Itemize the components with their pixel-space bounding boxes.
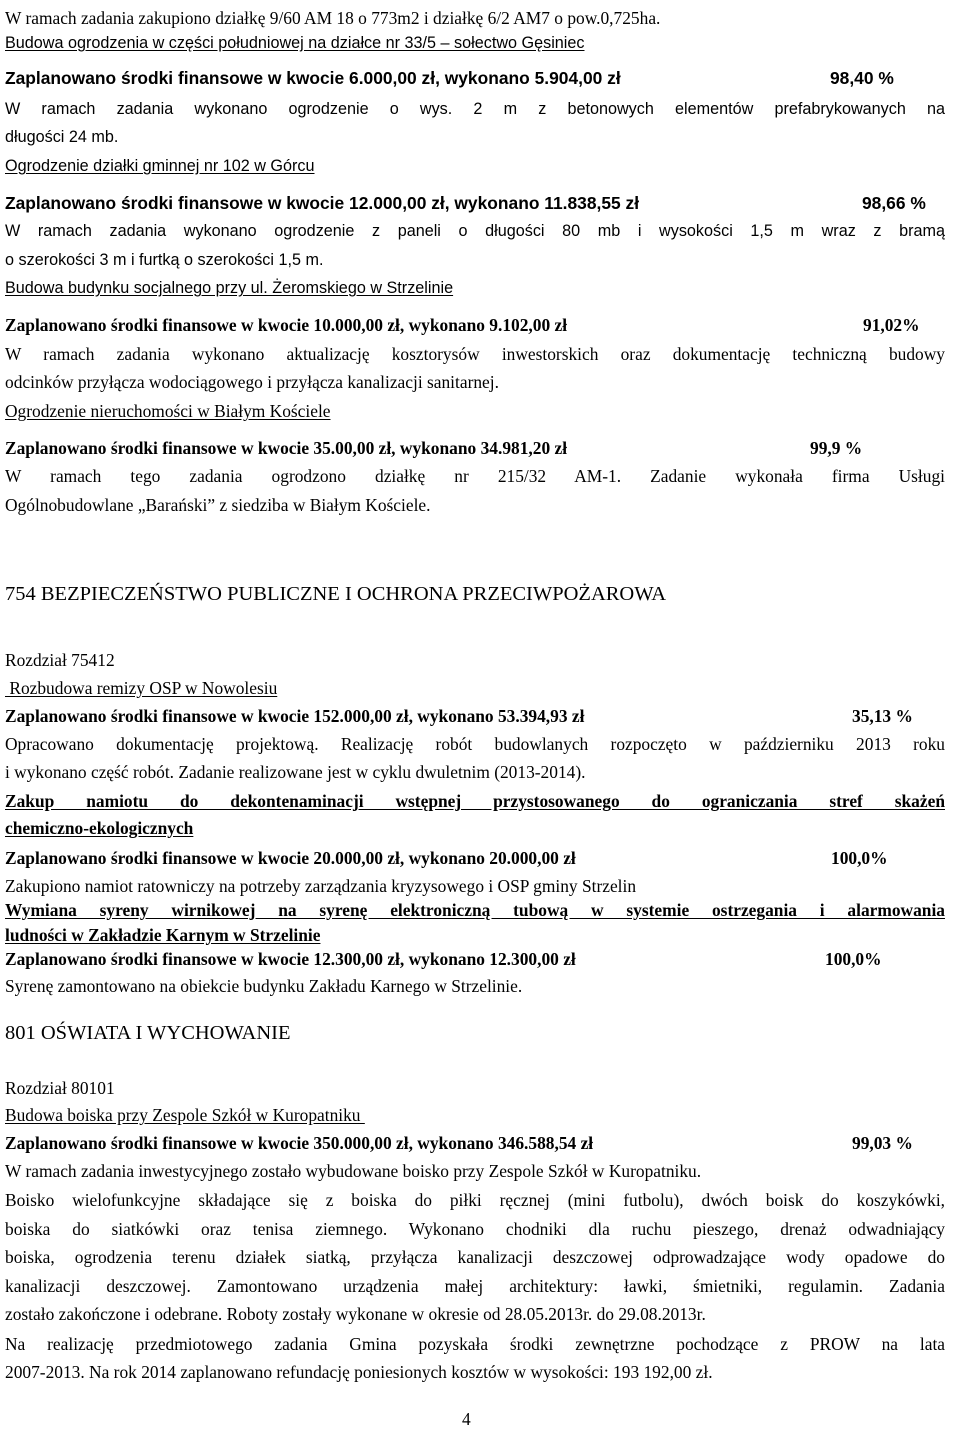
percent-value: 98,40 % (830, 68, 894, 88)
percent-value: 98,66 % (862, 193, 926, 213)
plan-text: Zaplanowano środki finansowe w kwocie 6.000,00 zł, wykonano 5.904,00 zł (5, 68, 621, 88)
plan-text: Zaplanowano środki finansowe w kwocie 20.000,00 zł, wykonano 20.000,00 zł (5, 848, 576, 868)
task-description: i wykonano część robót. Zadanie realizowane jest w cyklu dwuletnim (2013-2014). (5, 762, 586, 782)
zakup-dzialek-text: W ramach zadania zakupiono działkę 9/60 AM 18 o 773m2 i działkę 6/2 AM7 o pow.0,725ha. (5, 8, 661, 28)
task-description: kanalizacji deszczowej. Zamontowano urządzenia małej architektury: ławki, śmietniki, regulamin. Zadania (5, 1276, 945, 1296)
task-title-zeromskiego: Budowa budynku socjalnego przy ul. Żeromskiego w Strzelinie (5, 279, 454, 297)
task-description: boiska do siatkówki oraz tenisa ziemnego. Wykonano chodniki dla ruchu pieszego, drenaż odwadniający (5, 1219, 945, 1239)
plan-text: Zaplanowano środki finansowe w kwocie 12.000,00 zł, wykonano 11.838,55 zł (5, 193, 640, 213)
task-description: Opracowano dokumentację projektową. Realizację robót budowlanych rozpoczęto w październiku 2013 roku (5, 734, 945, 754)
percent-value: 99,03 % (852, 1133, 913, 1153)
task-title-namiot: Zakup namiotu do dekontenaminacji wstępnej przystosowanego do ograniczania stref skażeń (5, 791, 945, 811)
percent-value: 100,0% (825, 949, 882, 969)
page-number: 4 (462, 1409, 471, 1429)
plan-text: Zaplanowano środki finansowe w kwocie 350.000,00 zł, wykonano 346.588,54 zł (5, 1133, 594, 1153)
task-description: boiska, ogrodzenia terenu działek siatką, przyłącza kanalizacji deszczowej odprowadzające wody opadowe do (5, 1247, 945, 1267)
plan-text: Zaplanowano środki finansowe w kwocie 12.300,00 zł, wykonano 12.300,00 zł (5, 949, 576, 969)
task-description: odcinków przyłącza wodociągowego i przyłącza kanalizacji sanitarnej. (5, 372, 499, 392)
percent-value: 35,13 % (852, 706, 913, 726)
percent-value: 91,02% (863, 315, 920, 335)
task-description: Boisko wielofunkcyjne składające się z boiska do piłki ręcznej (mini futbolu), dwóch boisk do koszykówki, (5, 1190, 945, 1210)
percent-value: 100,0% (831, 848, 888, 868)
task-title-syrena: Wymiana syreny wirnikowej na syrenę elektroniczną tubową w systemie ostrzegania i alarmowania (5, 900, 945, 920)
task-title-namiot-cont: chemiczno-ekologicznych (5, 818, 194, 838)
task-description: W ramach tego zadania ogrodzono działkę nr 215/32 AM-1. Zadanie wykonała firma Usługi (5, 466, 945, 486)
task-description: Ogólnobudowlane „Barański” z siedziba w Białym Kościele. (5, 495, 431, 515)
task-title-kuropatnik: Budowa boiska przy Zespole Szkół w Kuropatniku (5, 1105, 365, 1125)
task-description: Syrenę zamontowano na obiekcie budynku Zakładu Karnego w Strzelinie. (5, 976, 523, 996)
task-description: W ramach zadania wykonano ogrodzenie o wys. 2 m z betonowych elementów prefabrykowanych na (5, 100, 945, 118)
task-title-gorzec: Ogrodzenie działki gminnej nr 102 w Górcu (5, 157, 315, 175)
rozdzial-label: Rozdział 75412 (5, 650, 115, 670)
task-title-bialy-kosciol: Ogrodzenie nieruchomości w Białym Kościele (5, 401, 331, 421)
task-description: Zakupiono namiot ratowniczy na potrzeby zarządzania kryzysowego i OSP gminy Strzelin (5, 876, 637, 896)
section-heading-754: 754 BEZPIECZEŃSTWO PUBLICZNE I OCHRONA PRZECIWPOŻAROWA (5, 583, 667, 605)
task-description: długości 24 mb. (5, 128, 119, 146)
section-heading-801: 801 OŚWIATA I WYCHOWANIE (5, 1022, 291, 1044)
task-description: W ramach zadania wykonano aktualizację kosztorysów inwestorskich oraz dokumentację techniczną budowy (5, 344, 945, 364)
task-title-nowoles: Rozbudowa remizy OSP w Nowolesiu (5, 678, 278, 698)
task-description: W ramach zadania wykonano ogrodzenie z paneli o długości 80 mb i wysokości 1,5 m wraz z bramą (5, 222, 945, 240)
task-description: 2007-2013. Na rok 2014 zaplanowano refundację poniesionych kosztów w wysokości: 193 192,00 zł. (5, 1362, 713, 1382)
task-description: W ramach zadania inwestycyjnego zostało wybudowane boisko przy Zespole Szkół w Kuropatniku. (5, 1161, 702, 1181)
plan-text: Zaplanowano środki finansowe w kwocie 35.00,00 zł, wykonano 34.981,20 zł (5, 438, 568, 458)
percent-value: 99,9 % (810, 438, 863, 458)
rozdzial-label: Rozdział 80101 (5, 1078, 115, 1098)
plan-text: Zaplanowano środki finansowe w kwocie 10.000,00 zł, wykonano 9.102,00 zł (5, 315, 568, 335)
plan-text: Zaplanowano środki finansowe w kwocie 152.000,00 zł, wykonano 53.394,93 zł (5, 706, 585, 726)
task-title-gesiniec: Budowa ogrodzenia w części południowej na działce nr 33/5 – sołectwo Gęsiniec (5, 34, 585, 52)
task-description: Na realizację przedmiotowego zadania Gmina pozyskała środki zewnętrzne pochodzące z PROW na lata (5, 1334, 945, 1354)
task-description: o szerokości 3 m i furtką o szerokości 1,5 m. (5, 251, 324, 269)
task-title-syrena-cont: ludności w Zakładzie Karnym w Strzelinie (5, 925, 321, 945)
task-description: zostało zakończone i odebrane. Roboty zostały wykonane w okresie od 28.05.2013r. do 29.08.2013r. (5, 1304, 706, 1324)
